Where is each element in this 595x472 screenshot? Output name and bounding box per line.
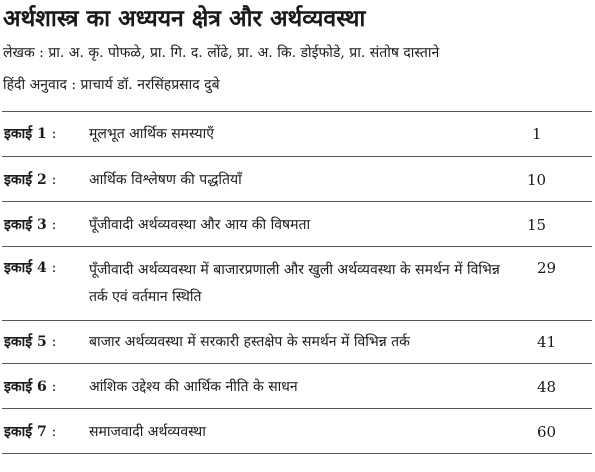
page-number: 1 bbox=[532, 125, 542, 143]
unit-label: इकाई 4 : bbox=[4, 260, 57, 276]
page-number: 15 bbox=[527, 216, 547, 234]
page-number: 41 bbox=[537, 333, 557, 351]
unit-topic: समाजवादी अर्थव्यवस्था bbox=[89, 424, 206, 440]
book-title: अर्थशास्त्र का अध्ययन क्षेत्र और अर्थव्यवस्था bbox=[3, 6, 366, 32]
page-number: 48 bbox=[537, 378, 557, 396]
unit-topic: आर्थिक विश्लेषण की पद्धतियाँ bbox=[89, 172, 242, 188]
toc-row-3 bbox=[2, 201, 592, 246]
unit-topic: पूँजीवादी अर्थव्यवस्था और आय की विषमता bbox=[89, 217, 311, 233]
unit-topic: बाजार अर्थव्यवस्था में सरकारी हस्तक्षेप के समर्थन में विभिन्न तर्क bbox=[89, 334, 410, 350]
translator-line: हिंदी अनुवाद : प्राचार्य डॉ. नरसिंहप्रसाद दुबे bbox=[3, 77, 220, 93]
unit-label: इकाई 1 : bbox=[4, 126, 57, 142]
unit-label: इकाई 6 : bbox=[4, 379, 57, 395]
unit-label: इकाई 7 : bbox=[4, 424, 57, 440]
toc-row-2 bbox=[2, 156, 592, 201]
toc-row-7 bbox=[2, 408, 592, 454]
unit-label: इकाई 5 : bbox=[4, 334, 57, 350]
unit-topic: आंशिक उद्देश्य की आर्थिक नीति के साधन bbox=[89, 379, 298, 395]
page-number: 10 bbox=[527, 171, 547, 189]
toc-row-5 bbox=[2, 320, 592, 363]
unit-topic: पूँजीवादी अर्थव्यवस्था में बाजारप्रणाली और खुली अर्थव्यवस्था के समर्थन में विभिन्न तर्क एवं वर्तमान स्थिति bbox=[89, 262, 500, 305]
toc-row-6 bbox=[2, 363, 592, 408]
table-of-contents bbox=[2, 111, 592, 454]
toc-row-4 bbox=[2, 246, 592, 320]
unit-topic: मूलभूत आर्थिक समस्याएँ bbox=[89, 126, 214, 142]
page-number: 29 bbox=[537, 259, 557, 277]
unit-label: इकाई 2 : bbox=[4, 172, 57, 188]
page-number: 60 bbox=[537, 423, 557, 441]
unit-label: इकाई 3 : bbox=[4, 217, 57, 233]
toc-row-1 bbox=[2, 111, 592, 156]
authors-line: लेखक : प्रा. अ. कृ. पोफळे, प्रा. गि. द. लोंढे, प्रा. अ. कि. डोईफोडे, प्रा. संतोष दास्ताने bbox=[3, 45, 440, 61]
